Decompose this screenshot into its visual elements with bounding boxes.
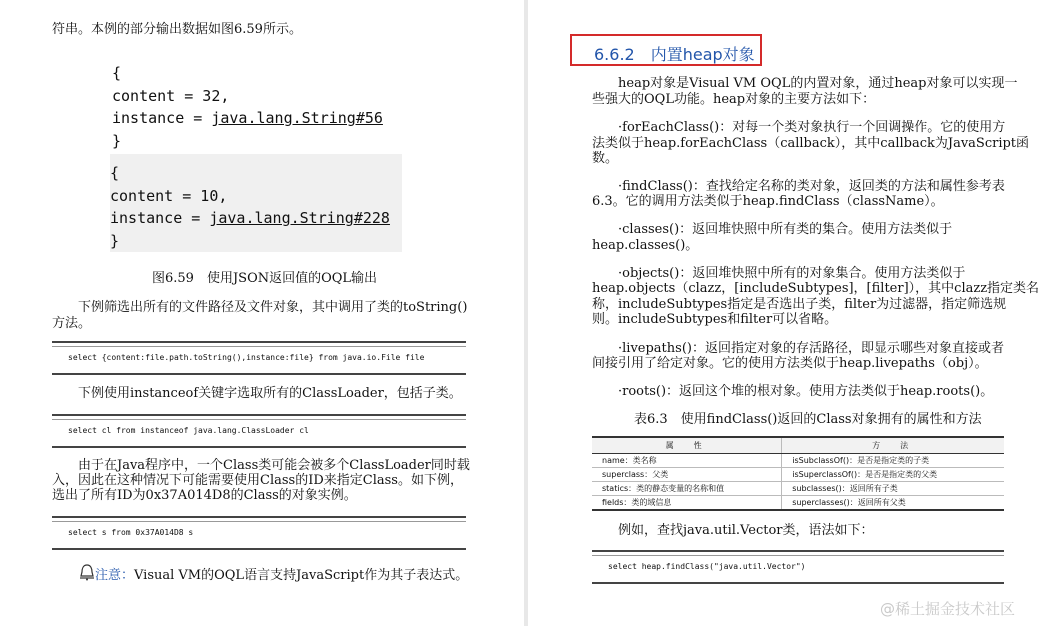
table-cell: name：类名称: [592, 454, 782, 468]
method-objects-line1: ·objects()：返回堆快照中所有的对象集合。使用方法类似于: [618, 266, 966, 281]
section-heading-box: [570, 34, 762, 66]
table-cell: fields：类的域信息: [592, 496, 782, 511]
method-foreachclass-line1: ·forEachClass()：对每一个类对象执行一个回调操作。它的使用方: [618, 120, 1006, 135]
method-findclass-line1: ·findClass()：查找给定名称的类对象，返回类的方法和属性参考表: [618, 179, 1005, 194]
table-header: 方 法: [782, 437, 1004, 454]
para1-line2: 方法。: [52, 316, 92, 331]
note-label: 注意：: [95, 568, 135, 583]
figure-code-image: [104, 56, 406, 250]
intro-line1: heap对象是Visual VM OQL的内置对象，通过heap对象可以实现一: [618, 76, 1018, 91]
table-cell: isSuperclassOf()：是否是指定类的父类: [782, 468, 1004, 482]
method-objects-line2: heap.objects（clazz，[includeSubtypes]，[filter]），其中clazz指定类名: [592, 281, 1040, 296]
code-line: select heap.findClass("java.util.Vector"): [608, 562, 806, 571]
note-text: Visual VM的OQL语言支持JavaScript作为其子表达式。: [134, 568, 469, 583]
method-objects-line3: 称，includeSubtypes指定是否选出子类，filter为过滤器，指定筛选规: [592, 297, 1007, 312]
para3-line3: 选出了所有ID为0x37A014D8的Class的对象实例。: [52, 488, 357, 503]
method-classes-line2: heap.classes()。: [592, 238, 699, 253]
code-box-3: [52, 516, 466, 550]
intro-line2: 些强大的OQL功能。heap对象的主要方法如下：: [592, 92, 876, 107]
table-header: 属 性: [592, 437, 782, 454]
table-cell: superclass：父类: [592, 468, 782, 482]
table-caption: 表6.3 使用findClass()返回的Class对象拥有的属性和方法: [634, 412, 982, 427]
table-cell: superclasses()：返回所有父类: [782, 496, 1004, 511]
method-foreachclass-line3: 数。: [592, 151, 619, 166]
section-heading: 6.6.2 内置heap对象: [594, 45, 755, 64]
top-line: 符串。本例的部分输出数据如图6.59所示。: [52, 22, 302, 37]
method-objects-line4: 则。includeSubtypes和filter可以省略。: [592, 312, 838, 327]
code-box-2: [52, 414, 466, 448]
method-findclass-line2: 6.3。它的调用方法类似于heap.findClass（className）。: [592, 194, 944, 209]
code-image-block-1: { content = 32, instance = java.lang.String#56 }: [112, 64, 383, 150]
table-header-row: [592, 437, 1004, 454]
code-box-1: [52, 341, 466, 375]
note: [95, 568, 468, 584]
method-classes-line1: ·classes()：返回堆快照中所有类的集合。使用方法类似于: [618, 222, 953, 237]
watermark: @稀土掘金技术社区: [880, 600, 1016, 618]
example-text: 例如，查找java.util.Vector类，语法如下：: [618, 523, 874, 538]
attributes-table: [592, 436, 1004, 511]
table-row: [592, 454, 1004, 468]
method-roots: ·roots()：返回这个堆的根对象。使用方法类似于heap.roots()。: [618, 384, 994, 399]
code-line: select cl from instanceof java.lang.ClassLoader cl: [68, 426, 309, 435]
table-cell: subclasses()：返回所有子类: [782, 482, 1004, 496]
para3-line2: 入，因此在这种情况下可能需要使用Class的ID来指定Class。如下例，: [52, 473, 463, 488]
code-image-block-2: { content = 10, instance = java.lang.String#228 }: [110, 154, 402, 252]
para1-line1: 下例筛选出所有的文件路径及文件对象，其中调用了类的toString(): [78, 300, 468, 315]
method-foreachclass-line2: 法类似于heap.forEachClass（callback），其中callback为JavaScript函: [592, 136, 1030, 151]
code-line: select s from 0x37A014D8 s: [68, 528, 194, 537]
table-row: [592, 496, 1004, 511]
bell-icon: [78, 563, 96, 581]
code-box-right: [592, 550, 1004, 584]
table-cell: statics：类的静态变量的名称和值: [592, 482, 782, 496]
table-row: [592, 482, 1004, 496]
table-cell: isSubclassOf()：是否是指定类的子类: [782, 454, 1004, 468]
method-livepaths-line1: ·livepaths()：返回指定对象的存活路径，即显示哪些对象直接或者: [618, 341, 1004, 356]
para3-line1: 由于在Java程序中，一个Class类可能会被多个ClassLoader同时载: [78, 458, 470, 473]
figure-caption: 图6.59 使用JSON返回值的OQL输出: [152, 271, 378, 286]
table-row: [592, 468, 1004, 482]
para2: 下例使用instanceof关键字选取所有的ClassLoader，包括子类。: [78, 386, 462, 401]
method-livepaths-line2: 间接引用了给定对象。它的使用方法类似于heap.livepaths（obj）。: [592, 356, 988, 371]
code-line: select {content:file.path.toString(),instance:file} from java.io.File file: [68, 353, 425, 362]
